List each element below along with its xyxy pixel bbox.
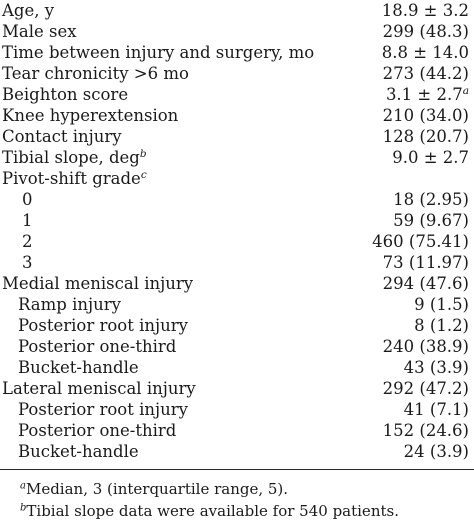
row-value-cell: [358, 210, 474, 231]
row-label: Bucket-handle: [18, 442, 139, 461]
footnote-text: Median, 3 (interquartile range, 5).: [25, 480, 289, 498]
table-row: [0, 21, 474, 42]
row-label-cell: [0, 147, 358, 168]
row-value-cell: [358, 189, 474, 210]
row-label: 0: [22, 190, 33, 209]
row-value-cell: [358, 231, 474, 252]
row-value-cell: [358, 84, 474, 105]
table-row: [0, 273, 474, 294]
row-value-cell: [358, 399, 474, 420]
row-value-cell: [358, 441, 474, 462]
row-label: Beighton score: [2, 85, 129, 104]
row-label-cell: [0, 84, 358, 105]
footnote-marker: a: [20, 480, 26, 492]
row-value: 299 (48.3): [382, 22, 469, 41]
footnote: [0, 478, 474, 500]
row-label: Knee hyperextension: [2, 106, 179, 125]
row-label-cell: [0, 168, 358, 189]
row-label: Bucket-handle: [18, 358, 139, 377]
row-value-cell: [358, 0, 474, 21]
footnote: [0, 500, 474, 522]
row-label: Lateral meniscal injury: [2, 379, 196, 398]
row-label-cell: [0, 252, 358, 273]
table-row: [0, 231, 474, 252]
row-value: 460 (75.41): [372, 232, 469, 251]
row-label: Pivot-shift grade: [2, 169, 141, 188]
row-label-cell: [0, 336, 358, 357]
row-label: Male sex: [2, 22, 77, 41]
row-label-cell: [0, 294, 358, 315]
row-label-cell: [0, 0, 358, 21]
row-value-cell: [358, 42, 474, 63]
table-row: [0, 252, 474, 273]
table-row: [0, 378, 474, 399]
footnote-marker: c: [140, 169, 147, 182]
row-label-cell: [0, 441, 358, 462]
table-bottom-rule: [0, 469, 474, 470]
row-label-cell: [0, 420, 358, 441]
row-value-cell: [358, 336, 474, 357]
row-value-cell: [358, 63, 474, 84]
table-row: [0, 84, 474, 105]
table-row: [0, 336, 474, 357]
row-label-cell: [0, 378, 358, 399]
table-row: [0, 294, 474, 315]
row-label: Medial meniscal injury: [2, 274, 194, 293]
row-label-cell: [0, 210, 358, 231]
table-row: [0, 168, 474, 189]
row-value-cell: [358, 273, 474, 294]
row-value: 128 (20.7): [382, 127, 469, 146]
row-label: Posterior root injury: [18, 400, 188, 419]
row-label: Tibial slope, deg: [2, 148, 140, 167]
row-value: 18.9 ± 3.2: [381, 1, 469, 20]
row-value-cell: [358, 252, 474, 273]
row-label: Age, y: [2, 1, 55, 20]
row-value-cell: [358, 147, 474, 168]
row-value: 152 (24.6): [382, 421, 469, 440]
table-footnotes: [0, 478, 474, 522]
table-row: [0, 147, 474, 168]
row-value-cell: [358, 357, 474, 378]
table-row: [0, 210, 474, 231]
row-label: 1: [22, 211, 33, 230]
row-label-cell: [0, 63, 358, 84]
row-value: 9.0 ± 2.7: [392, 148, 469, 167]
row-value: 294 (47.6): [382, 274, 469, 293]
table-row: [0, 357, 474, 378]
footnote-text: Tibial slope data were available for 540 patients.: [26, 502, 399, 520]
row-value-cell: [358, 294, 474, 315]
row-value-cell: [358, 126, 474, 147]
row-value: 9 (1.5): [414, 295, 469, 314]
row-value-cell: [358, 420, 474, 441]
row-value: 59 (9.67): [393, 211, 469, 230]
row-label-cell: [0, 21, 358, 42]
row-value-cell: [358, 105, 474, 126]
row-label: Tear chronicity >6 mo: [2, 64, 189, 83]
table-row: [0, 63, 474, 84]
row-value: 292 (47.2): [382, 379, 469, 398]
row-label: Ramp injury: [18, 295, 121, 314]
row-label: Contact injury: [2, 127, 122, 146]
row-value: 8.8 ± 14.0: [381, 43, 469, 62]
footnote-marker: b: [20, 502, 27, 514]
table-row: [0, 0, 474, 21]
table-row: [0, 315, 474, 336]
row-label: Posterior one-third: [18, 337, 177, 356]
row-label-cell: [0, 357, 358, 378]
row-label-cell: [0, 231, 358, 252]
table-row: [0, 42, 474, 63]
row-value: 8 (1.2): [414, 316, 469, 335]
table-row: [0, 420, 474, 441]
table-row: [0, 441, 474, 462]
row-label-cell: [0, 399, 358, 420]
table-row: [0, 399, 474, 420]
row-value: 3.1 ± 2.7: [385, 85, 463, 104]
row-label-cell: [0, 189, 358, 210]
row-value: 240 (38.9): [382, 337, 469, 356]
row-label: Posterior root injury: [18, 316, 188, 335]
footnote-marker: a: [462, 85, 469, 98]
row-value: 43 (3.9): [403, 358, 469, 377]
row-value: 210 (34.0): [382, 106, 469, 125]
row-value-cell: [358, 315, 474, 336]
row-value-cell: [358, 21, 474, 42]
row-label-cell: [0, 315, 358, 336]
table-row: [0, 189, 474, 210]
row-label-cell: [0, 42, 358, 63]
row-label: Posterior one-third: [18, 421, 177, 440]
row-value: 73 (11.97): [382, 253, 469, 272]
row-label-cell: [0, 273, 358, 294]
row-label: Time between injury and surgery, mo: [2, 43, 315, 62]
table-row: [0, 105, 474, 126]
row-label-cell: [0, 105, 358, 126]
row-value: 24 (3.9): [403, 442, 469, 461]
row-label-cell: [0, 126, 358, 147]
row-value-cell: [358, 168, 474, 189]
table-row: [0, 126, 474, 147]
row-label: 3: [22, 253, 33, 272]
row-value-cell: [358, 378, 474, 399]
row-label: 2: [22, 232, 33, 251]
row-value: 41 (7.1): [403, 400, 469, 419]
footnote-marker: b: [139, 148, 147, 161]
row-value: 273 (44.2): [382, 64, 469, 83]
row-value: 18 (2.95): [393, 190, 469, 209]
